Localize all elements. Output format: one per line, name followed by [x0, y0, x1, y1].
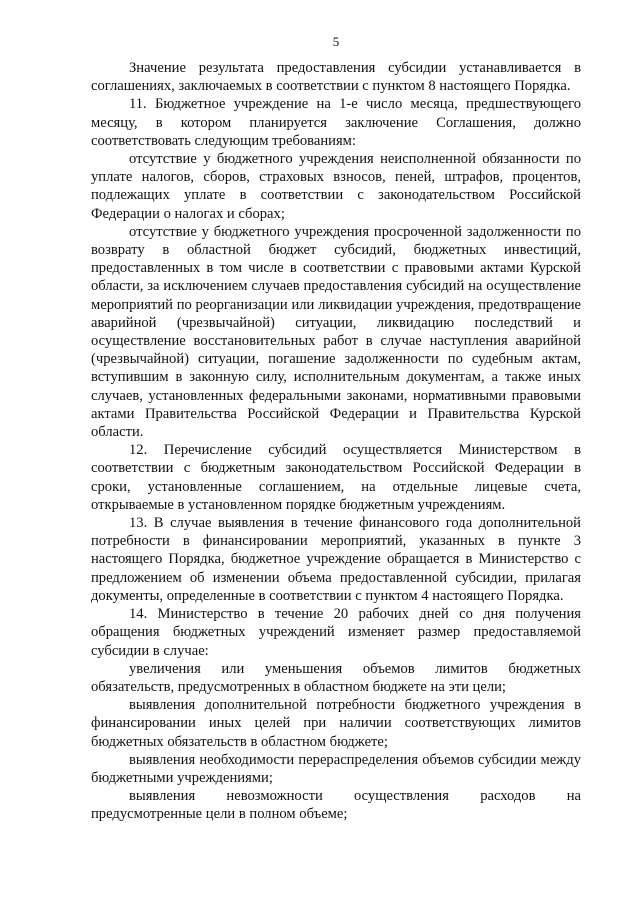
paragraph: отсутствие у бюджетного учреждения просроченной задолженности по возврату в областной бюджет субсидий, бюджетных инвестиций, предоставленных в том числе в соответствии с правовыми актами Курской области, за исключением случаев предоставления субсидий на осуществление мероприятий по реорганизации или ликвидации учреждения, предотвращение аварийной (чрезвычайной) ситуации, ликвидацию последствий и осуществление восстановительных работ в случае наступления аварийной (чрезвычайной) ситуации, погашение задолженности по судебным актам, вступившим в законную силу, исполнительным документам, а также иных случаев, установленных федеральными законами, нормативными правовыми актами Правительства Российской Федерации и Правительства Курской области. — [91, 223, 581, 441]
paragraph: 12. Перечисление субсидий осуществляется Министерством в соответствии с бюджетным законодательством Российской Федерации в сроки, установленные соглашением, на отдельные лицевые счета, открываемые в установленном порядке бюджетным учреждениям. — [91, 442, 581, 513]
paragraph: увеличения или уменьшения объемов лимитов бюджетных обязательств, предусмотренных в областном бюджете на эти цели; — [91, 660, 581, 695]
paragraph: выявления дополнительной потребности бюджетного учреждения в финансировании иных целей при наличии соответствующих лимитов бюджетных обязательств в областном бюджете; — [91, 697, 581, 750]
page-number: 5 — [332, 34, 340, 49]
paragraph: 11. Бюджетное учреждение на 1-е число месяца, предшествующего месяцу, в котором планируется заключение Соглашения, должно соответствовать следующим требованиям: — [91, 96, 581, 149]
paragraph: выявления необходимости перераспределения объемов субсидии между бюджетными учреждениями; — [91, 751, 581, 786]
document-page — [91, 34, 581, 824]
paragraph: выявления невозможности осуществления расходов на предусмотренные цели в полном объеме; — [91, 788, 581, 823]
paragraph: Значение результата предоставления субсидии устанавливается в соглашениях, заключаемых в соответствии с пунктом 8 настоящего Порядка. — [91, 60, 581, 95]
paragraph: 13. В случае выявления в течение финансового года дополнительной потребности в финансировании мероприятий, указанных в пункте 3 настоящего Порядка, бюджетное учреждение обращается в Министерство с предложением об изменении объема предоставленной субсидии, прилагая документы, определенные в соответствии с пунктом 4 настоящего Порядка. — [91, 515, 581, 604]
paragraph: 14. Министерство в течение 20 рабочих дней со дня получения обращения бюджетных учреждений изменяет размер предоставляемой субсидии в случае: — [91, 606, 581, 659]
paragraph: отсутствие у бюджетного учреждения неисполненной обязанности по уплате налогов, сборов, страховых взносов, пеней, штрафов, процентов, подлежащих уплате в соответствии с законодательством Российской Федерации о налогах и сборах; — [91, 151, 581, 222]
